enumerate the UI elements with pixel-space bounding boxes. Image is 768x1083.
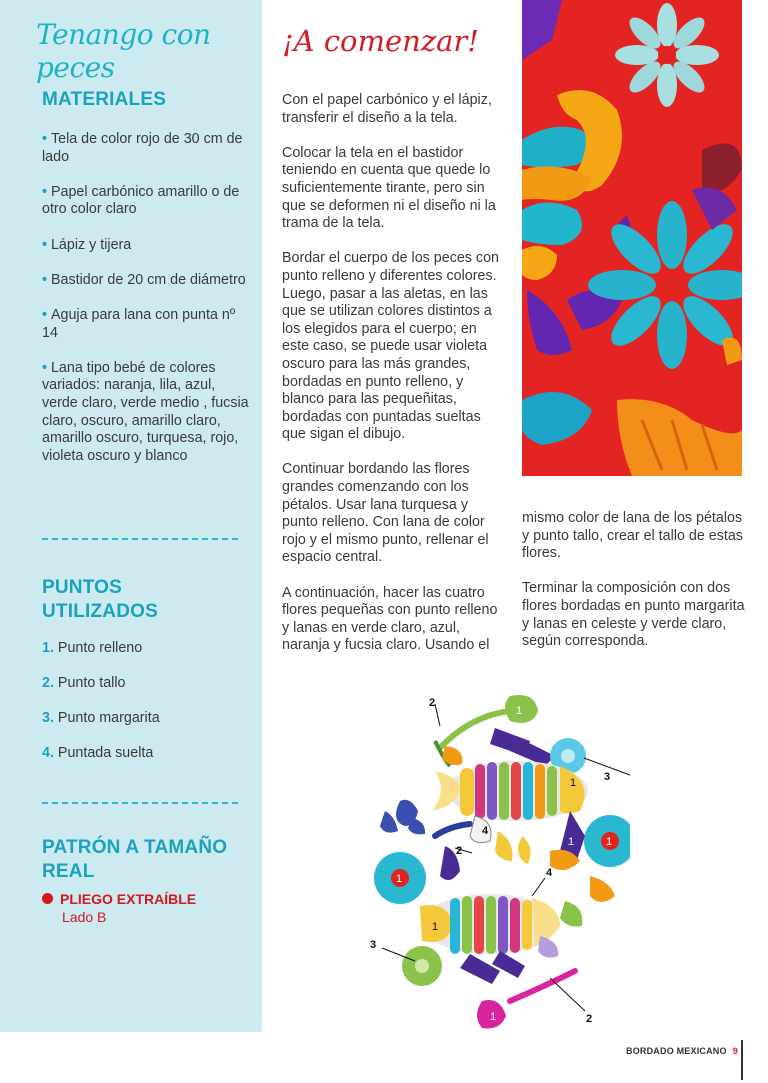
puntos-heading: PUNTOS UTILIZADOS — [42, 577, 158, 622]
stitch-list — [42, 637, 160, 777]
label-one: 1 — [570, 777, 577, 789]
bullet-dot-icon — [42, 893, 53, 904]
paragraph: Bordar el cuerpo de los peces con punto relleno y diferentes colores. Luego, pasar a las aletas, en las que se utilizan colores distintos a los elegidos para el cuerpo; en este caso, se puede usar violeta oscuro para las más grandes, bordadas en punto relleno, y blanco para las pequeñitas, bordadas con puntadas sueltas que sigan el dibujo. — [282, 250, 499, 443]
paragraph: Colocar la tela en el bastidor teniendo en cuenta que quede lo suficientemente tirante, pero sin que se deformen ni el diseño ni la trama de la tela. — [282, 144, 496, 232]
footer-divider — [741, 1040, 743, 1080]
list-item: 1. Punto relleno — [42, 640, 143, 656]
materials-list — [42, 131, 252, 483]
label-three-right: 3 — [604, 771, 611, 783]
patron-heading: PATRÓN A TAMAÑO REAL — [42, 837, 228, 882]
divider — [42, 538, 238, 540]
list-item: 4. Puntada suelta — [42, 745, 154, 761]
label-one: 1 — [568, 836, 575, 848]
label-two-middle: 2 — [456, 845, 463, 857]
project-title: Tenango con peces — [36, 18, 211, 84]
embroidery-photo — [522, 0, 742, 476]
label-one: 1 — [432, 921, 439, 933]
pattern-diagram — [360, 686, 630, 1040]
list-item: • Aguja para lana con punta nº 14 — [42, 306, 236, 341]
label-three-left: 3 — [370, 939, 377, 951]
instructions-column-2 — [522, 510, 747, 668]
pliego-label: PLIEGO EXTRAÍBLE — [60, 891, 197, 907]
page-number: 9 — [732, 1046, 738, 1056]
list-item: 3. Punto margarita — [42, 710, 160, 726]
paragraph: Con el papel carbónico y el lápiz, transferir el diseño a la tela. — [282, 92, 492, 126]
label-four-bottom: 4 — [546, 867, 553, 879]
instructions-column-1 — [282, 92, 502, 673]
paragraph: A continuación, hacer las cuatro flores pequeñas con punto relleno y lanas en verde claro, azul, naranja y fucsia claro. Usando el — [282, 584, 498, 654]
list-item: • Tela de color rojo de 30 cm de lado — [42, 131, 243, 165]
label-four-top: 4 — [482, 825, 489, 837]
label-one: 1 — [516, 705, 523, 717]
list-item: • Bastidor de 20 cm de diámetro — [42, 271, 246, 288]
page-footer — [626, 1046, 738, 1056]
list-item: • Papel carbónico amarillo o de otro color claro — [42, 183, 240, 218]
pliego-side: Lado B — [62, 909, 107, 925]
materials-sidebar — [0, 0, 262, 1032]
label-one: 1 — [396, 873, 403, 885]
magazine-name: BORDADO MEXICANO — [626, 1046, 727, 1056]
paragraph: Terminar la composición con dos flores bordadas en punto margarita y lanas en celeste y verde claro, según corresponda. — [522, 580, 745, 650]
label-one: 1 — [606, 836, 613, 848]
label-two-top: 2 — [429, 697, 436, 709]
label-one: 1 — [490, 1011, 497, 1023]
list-item: • Lana tipo bebé de colores variados: naranja, lila, azul, verde claro, verde medio , fucsia claro, oscuro, amarillo claro, amarillo oscuro, turquesa, rojo, violeta oscuro y blanco — [42, 359, 249, 464]
list-item: 2. Punto tallo — [42, 675, 126, 691]
label-two-bottom: 2 — [586, 1013, 593, 1025]
list-item: • Lápiz y tijera — [42, 236, 132, 253]
paragraph: Continuar bordando las flores grandes comenzando con los pétalos. Usar lana turquesa y punto relleno. Con lana de color rojo y el mismo punto, rellenar el espacio central. — [282, 461, 489, 566]
divider — [42, 802, 238, 804]
main-title: ¡A comenzar! — [282, 24, 479, 58]
paragraph: mismo color de lana de los pétalos y punto tallo, crear el tallo de estas flores. — [522, 510, 743, 562]
materiales-heading: MATERIALES — [42, 89, 167, 110]
